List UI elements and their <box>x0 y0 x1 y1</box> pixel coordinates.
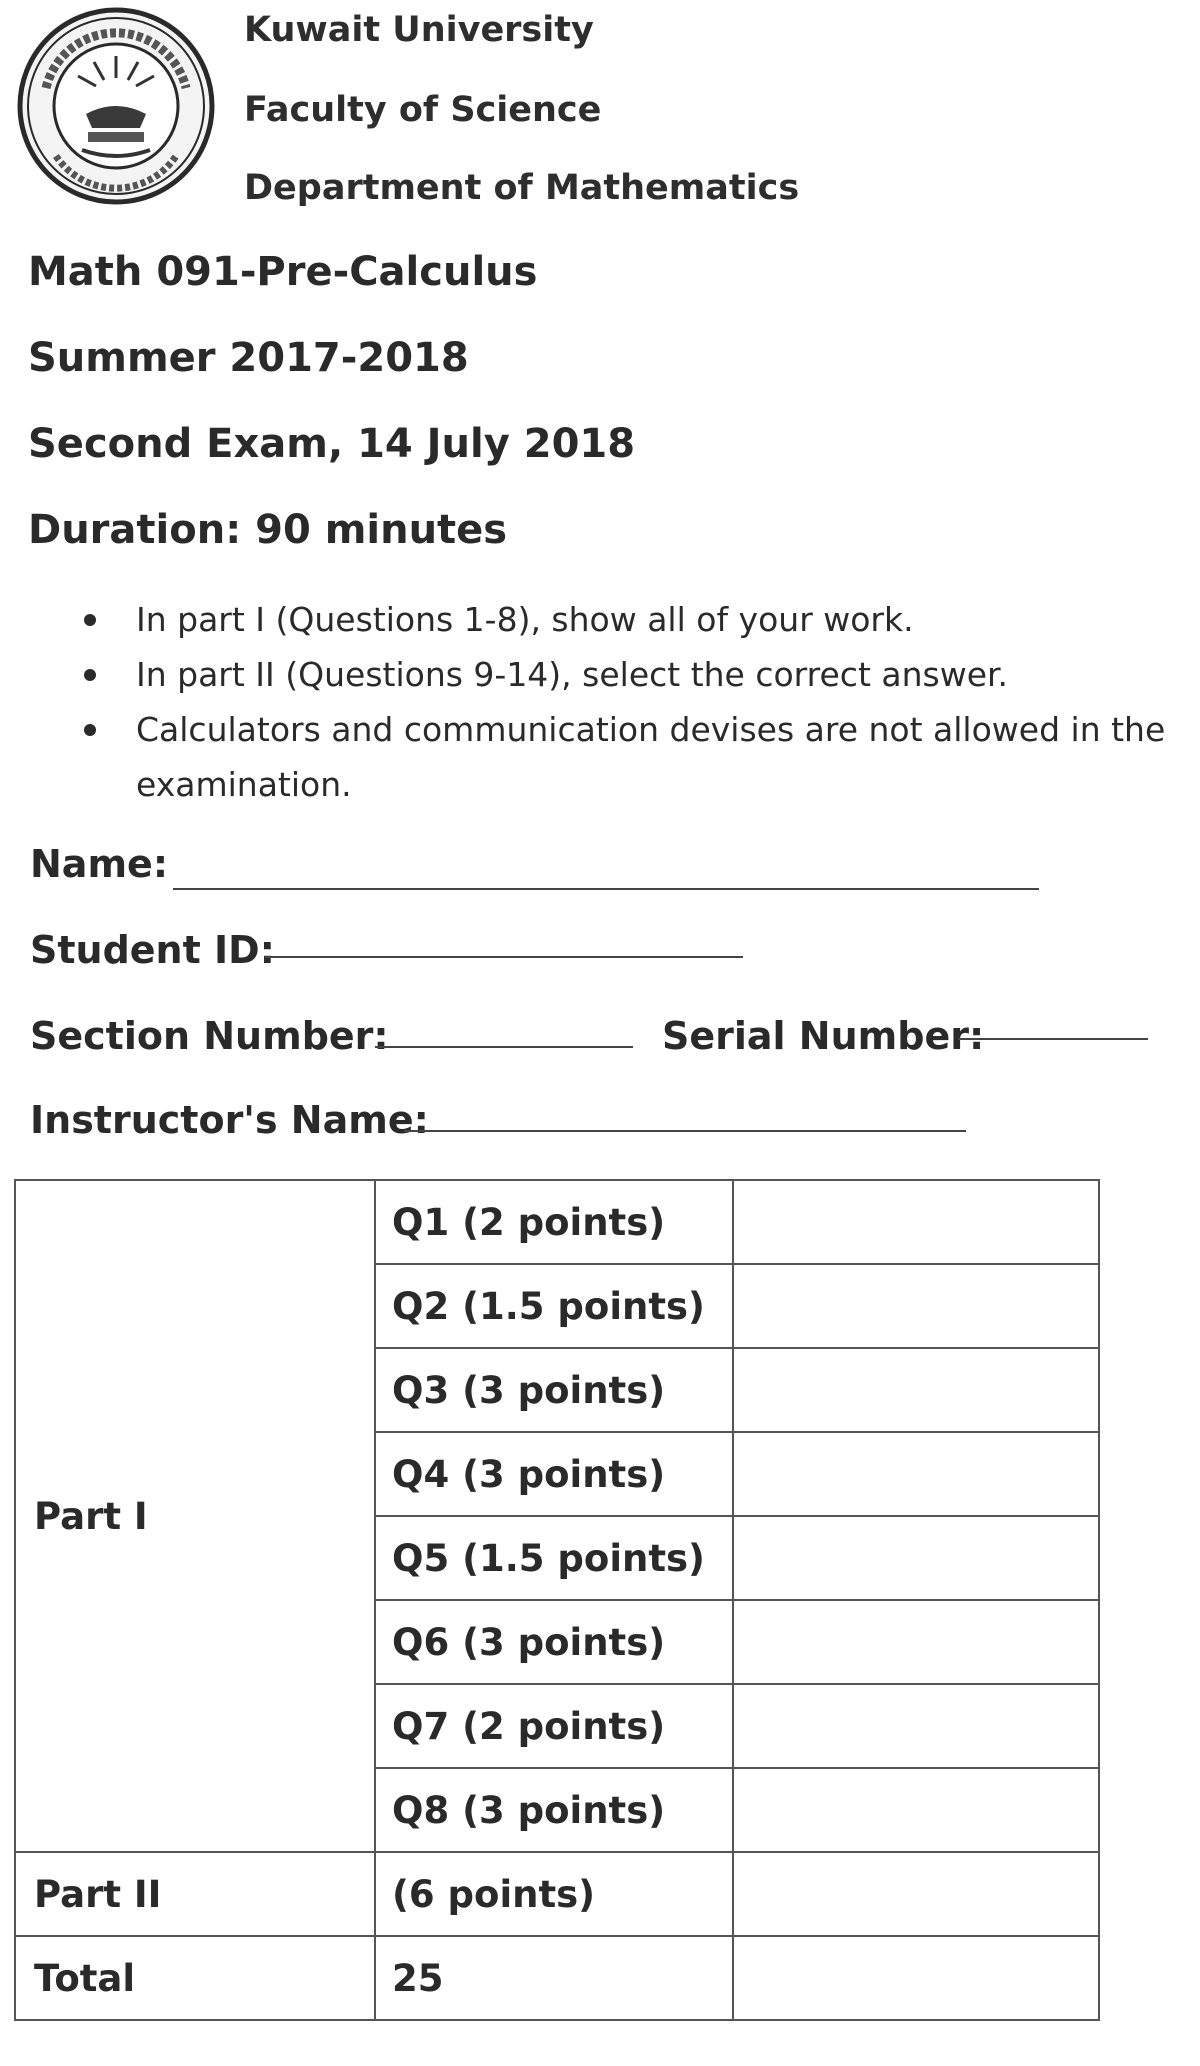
table-row <box>15 1852 1099 1936</box>
name-label: Name: <box>30 842 169 886</box>
score-cell <box>733 1852 1099 1936</box>
question-label: Q4 (3 points) <box>375 1432 733 1516</box>
section-number-label: Section Number: <box>30 1014 389 1058</box>
name-field[interactable] <box>173 888 1039 890</box>
score-cell <box>733 1348 1099 1432</box>
instruction-item: In part I (Questions 1-8), show all of your work. <box>78 592 1188 647</box>
department-name: Department of Mathematics <box>244 168 800 208</box>
university-seal-icon <box>16 6 216 206</box>
total-label: Total <box>15 1936 375 2020</box>
question-label: Q8 (3 points) <box>375 1768 733 1852</box>
question-label: Q6 (3 points) <box>375 1600 733 1684</box>
score-cell <box>733 1516 1099 1600</box>
instructions-list <box>78 592 1188 812</box>
question-label: Q2 (1.5 points) <box>375 1264 733 1348</box>
question-label: Q7 (2 points) <box>375 1684 733 1768</box>
bullet-icon <box>84 669 96 681</box>
instruction-item: In part II (Questions 9-14), select the correct answer. <box>78 647 1188 702</box>
question-label: Q1 (2 points) <box>375 1180 733 1264</box>
section-number-field[interactable] <box>375 1046 633 1048</box>
serial-number-label: Serial Number: <box>662 1014 985 1058</box>
student-id-label: Student ID: <box>30 928 275 972</box>
student-id-field[interactable] <box>265 956 743 958</box>
instruction-item: Calculators and communication devises are not allowed in the examination. <box>78 702 1188 812</box>
faculty-name: Faculty of Science <box>244 90 602 130</box>
bullet-icon <box>84 614 96 626</box>
grade-table <box>14 1179 1100 2021</box>
course-title: Math 091-Pre-Calculus <box>28 249 538 295</box>
score-cell <box>733 1768 1099 1852</box>
university-name: Kuwait University <box>244 10 594 50</box>
score-cell <box>733 1684 1099 1768</box>
question-label: Q5 (1.5 points) <box>375 1516 733 1600</box>
score-cell <box>733 1432 1099 1516</box>
total-points: 25 <box>375 1936 733 2020</box>
exam-date: Second Exam, 14 July 2018 <box>28 421 636 467</box>
part-one-label: Part I <box>15 1180 375 1852</box>
part-two-label: Part II <box>15 1852 375 1936</box>
duration: Duration: 90 minutes <box>28 507 508 553</box>
instructor-name-field[interactable] <box>404 1130 966 1132</box>
part-two-points: (6 points) <box>375 1852 733 1936</box>
term: Summer 2017-2018 <box>28 335 469 381</box>
question-label: Q3 (3 points) <box>375 1348 733 1432</box>
table-row <box>15 1936 1099 2020</box>
score-cell <box>733 1264 1099 1348</box>
score-cell <box>733 1600 1099 1684</box>
score-cell <box>733 1936 1099 2020</box>
instructor-name-label: Instructor's Name: <box>30 1098 429 1142</box>
bullet-icon <box>84 724 96 736</box>
serial-number-field[interactable] <box>958 1038 1148 1040</box>
table-row <box>15 1180 1099 1264</box>
score-cell <box>733 1180 1099 1264</box>
